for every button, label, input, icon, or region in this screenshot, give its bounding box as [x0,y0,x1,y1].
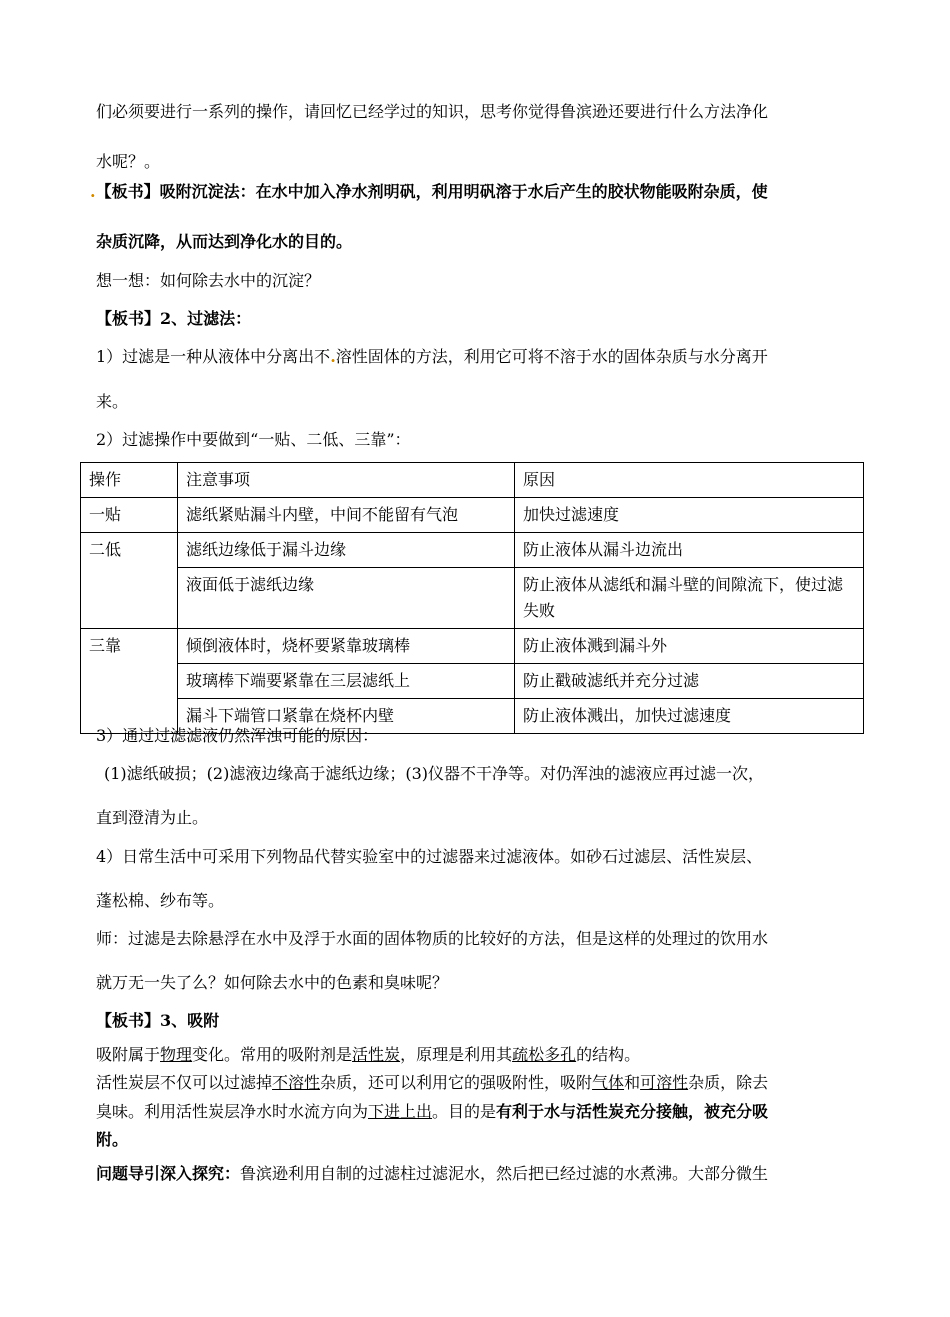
text-span: 1）过滤是一种从液体中分离出不 [96,347,331,366]
table-cell-op: 三靠 [81,629,178,734]
filtration-table [80,462,864,734]
section-heading-filtration: 【板书】2、过滤法： [96,309,252,328]
text-span: 杂质，除去 [688,1073,769,1092]
text-span: 。目的是 [432,1102,497,1121]
board-note-adsorption [90,181,768,203]
table-header-cell: 原因 [515,463,864,498]
table-cell-reason: 防止液体溅到漏斗外 [515,629,864,664]
text-span: 变化。常用的吸附剂是 [192,1045,353,1064]
text-span: 臭味。利用活性炭层净水时水流方向为 [96,1102,369,1121]
paragraph-line: 们必须要进行一系列的操作，请回忆已经学过的知识，思考你觉得鲁滨逊还要进行什么方法净化 [96,102,769,121]
table-cell-note: 漏斗下端管口紧靠在烧杯内壁 [178,699,515,734]
table-cell-op: 二低 [81,533,178,629]
table-cell-note: 滤纸边缘低于漏斗边缘 [178,533,515,568]
table-cell-reason: 防止液体溅出，加快过滤速度 [515,699,864,734]
table-header-cell: 注意事项 [178,463,515,498]
underlined-term: 物理 [160,1045,193,1064]
underlined-term: 活性炭 [352,1045,401,1064]
table-cell-reason: 防止液体从滤纸和漏斗壁的间隙流下，使过滤失败 [515,568,864,629]
table-row [81,498,864,533]
bold-label: 问题导引深入探究： [96,1164,241,1183]
table-cell-note: 玻璃棒下端要紧靠在三层滤纸上 [178,664,515,699]
paragraph-line [96,1072,768,1094]
table-cell-op: 一贴 [81,498,178,533]
table-row [81,629,864,664]
text-span: 的结构。 [576,1045,641,1064]
section-heading-adsorption: 【板书】3、吸附 [96,1011,220,1030]
bold-text: 有利于水与活性炭充分接触，被充分吸 [496,1102,769,1121]
paragraph-line: 师：过滤是去除悬浮在水中及浮于水面的固体物质的比较好的方法，但是这样的处理过的饮用水 [96,929,769,948]
board-note-text: 【板书】吸附沉淀法：在水中加入净水剂明矾，利用明矾溶于水后产生的胶状物能吸附杂质，使 [95,182,768,201]
paragraph-line [96,346,768,368]
paragraph-line: 直到澄清为止。 [96,808,209,827]
paragraph-line [96,1044,640,1066]
underlined-term: 下进上出 [368,1102,433,1121]
table-cell-note: 倾倒液体时，烧杯要紧靠玻璃棒 [178,629,515,664]
text-span: 活性炭层不仅可以过滤掉 [96,1073,273,1092]
text-span: 杂质，还可以利用它的强吸附性，吸附 [320,1073,593,1092]
paragraph-line: 4）日常生活中可采用下列物品代替实验室中的过滤器来过滤液体。如砂石过滤层、活性炭层、 [96,847,763,866]
table-cell-reason: 防止戳破滤纸并充分过滤 [515,664,864,699]
paragraph-line [96,1101,768,1123]
underlined-term: 疏松多孔 [512,1045,577,1064]
text-span: 溶性固体的方法，利用它可将不溶于水的固体杂质与水分离开 [335,347,768,366]
underlined-term: 气体 [592,1073,625,1092]
table-cell-reason: 防止液体从漏斗边流出 [515,533,864,568]
table-row [81,568,864,629]
table-cell-reason: 加快过滤速度 [515,498,864,533]
paragraph-line: (1)滤纸破损；(2)滤液边缘高于滤纸边缘；(3)仪器不干净等。对仍浑浊的滤液应再过滤一次， [104,764,764,783]
table-header-cell: 操作 [81,463,178,498]
paragraph-line: 水呢？。 [96,152,161,171]
text-span: 鲁滨逊利用自制的过滤柱过滤泥水，然后把已经过滤的水煮沸。大部分微生 [240,1164,769,1183]
underlined-term: 不溶性 [272,1073,321,1092]
paragraph-line: 2）过滤操作中要做到“一贴、二低、三靠”： [96,430,411,449]
paragraph-line: 来。 [96,392,129,411]
paragraph-line: 蓬松棉、纱布等。 [96,891,225,910]
paragraph-line: 3）通过过滤滤液仍然浑浊可能的原因： [96,726,379,745]
table-cell-note: 液面低于滤纸边缘 [178,568,515,629]
table-row [81,533,864,568]
table-row [81,664,864,699]
table-cell-note: 滤纸紧贴漏斗内壁，中间不能留有气泡 [178,498,515,533]
highlight-dot: . [330,347,336,366]
highlight-dot: . [90,182,96,201]
question-line: 想一想：如何除去水中的沉淀？ [96,271,321,290]
text-span: 吸附属于 [96,1045,161,1064]
paragraph-line: 就万无一失了么？如何除去水中的色素和臭味呢？ [96,973,449,992]
board-note-line: 杂质沉降，从而达到净化水的目的。 [96,232,353,251]
paragraph-line [96,1163,768,1185]
text-span: ，原理是利用其 [400,1045,513,1064]
underlined-term: 可溶性 [640,1073,689,1092]
text-span: 和 [624,1073,641,1092]
table-header-row [81,463,864,498]
paragraph-line: 附。 [96,1130,129,1149]
